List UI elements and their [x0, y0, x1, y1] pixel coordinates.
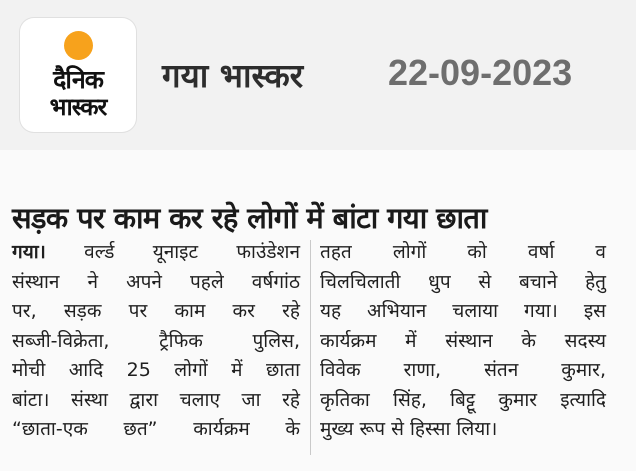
edition-date: 22-09-2023 [388, 52, 573, 93]
sun-logo-icon [64, 31, 93, 60]
article-line: मुख्य रूप से हिस्सा लिया। [320, 418, 498, 440]
article-line: “छाता-एक छत” कार्यक्रम के [12, 418, 300, 440]
dateline: गया। [12, 241, 46, 263]
dainik-bhaskar-logo [20, 18, 136, 132]
article-line: तहत लोगों को वर्षा व [320, 241, 606, 263]
news-clipping [0, 150, 636, 471]
article-line: बांटा। संस्था द्वारा चलाए जा रहे [12, 388, 300, 411]
article-line: कार्यक्रम में संस्थान के सदस्य [320, 329, 606, 352]
article-line: पर, सड़क पर काम कर रहे [12, 300, 300, 322]
article-line: चिलचिलाती धुप से बचाने हेतु [320, 270, 606, 293]
article-line: कृतिका सिंह, बिट्टू कुमार इत्यादि [320, 388, 606, 411]
article-line: मोची आदि 25 लोगों में छाता [12, 359, 300, 381]
article-column-left [12, 238, 300, 445]
article-line: यह अभियान चलाया गया। इस [320, 300, 606, 322]
logo-text-line1: दैनिक [53, 65, 103, 94]
article-headline: सड़क पर काम कर रहे लोगों में बांटा गया छाता [12, 201, 487, 235]
article-line: विवेक राणा, संतन कुमार, [320, 359, 606, 381]
column-divider [310, 240, 311, 455]
article-column-right [320, 238, 606, 445]
article-line: संस्थान ने अपने पहले वर्षगांठ [12, 270, 300, 293]
edition-title: गया भास्कर [162, 56, 304, 95]
cropped-text-fragment [10, 160, 130, 174]
article-line-text: वर्ल्ड यूनाइट फाउंडेशन [84, 241, 300, 263]
article-line: सब्जी-विक्रेता, ट्रैफिक पुलिस, [12, 329, 300, 352]
logo-text-line2: भास्कर [49, 93, 107, 121]
article-line [12, 238, 300, 268]
header-bar [0, 0, 636, 150]
